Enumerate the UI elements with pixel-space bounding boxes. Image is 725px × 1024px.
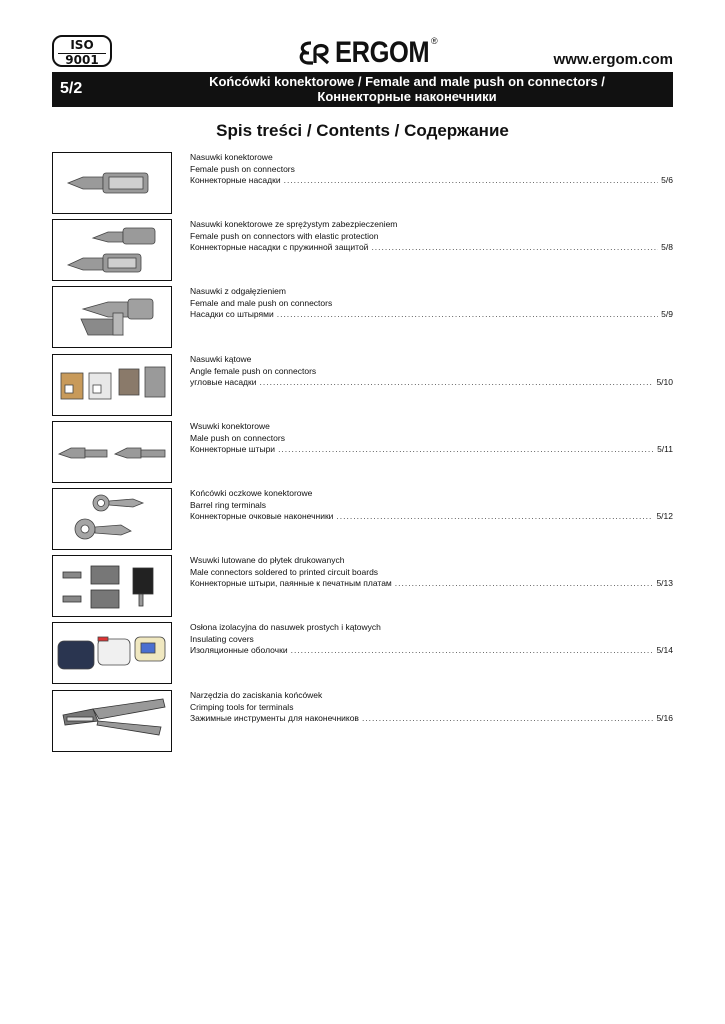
toc-entry[interactable] — [52, 421, 673, 483]
toc-entry-english: Angle female push on connectors — [190, 365, 317, 376]
toc-entry-polish: Narzędzia do zaciskania końcówek — [190, 690, 323, 700]
toc-entry-polish: Osłona izolacyjna do nasuwek prostych i kątowych — [190, 622, 381, 632]
dot-leader — [336, 511, 653, 523]
dot-leader — [291, 645, 654, 657]
iso-number: 9001 — [58, 53, 106, 67]
toc-entry-russian: Коннекторные штыри — [190, 444, 276, 454]
toc-entry-page[interactable]: 5/11 — [657, 444, 673, 454]
toc-entry-page[interactable]: 5/9 — [661, 309, 673, 319]
iso-label: ISO — [70, 38, 94, 52]
section-title-line-1: Końcówki konektorowe / Female and male push on connectors / — [209, 74, 605, 89]
toc-entry-english: Male push on connectors — [190, 432, 285, 443]
iso-9001-badge — [52, 35, 112, 67]
ring-terminal-icon — [52, 488, 172, 550]
toc-entry-polish: Końcówki oczkowe konektorowe — [190, 488, 313, 498]
toc-entry-polish: Nasuwki konektorowe ze sprężystym zabezpieczeniem — [190, 219, 398, 229]
pcb-connector-icon — [52, 555, 172, 617]
ergom-logo-icon — [297, 40, 331, 66]
toc-entry[interactable] — [52, 622, 673, 684]
toc-entry-polish: Wsuwki konektorowe — [190, 421, 270, 431]
toc-entry-text — [190, 421, 673, 456]
female-connector-icon — [52, 152, 172, 214]
dot-leader — [371, 242, 658, 254]
toc-entry-polish: Nasuwki konektorowe — [190, 152, 273, 162]
toc-entry[interactable] — [52, 354, 673, 416]
toc-entry-russian: Насадки со штырями — [190, 309, 274, 319]
toc-entry-russian: угловые насадки — [190, 377, 257, 387]
toc-entry-page[interactable]: 5/12 — [656, 511, 673, 521]
toc-entry-polish: Nasuwki z odgałęzieniem — [190, 286, 286, 296]
toc-entry-text — [190, 488, 673, 523]
section-title-line-2: Коннекторные наконечники — [317, 88, 497, 104]
toc-entry-english: Male connectors soldered to printed circuit boards — [190, 566, 379, 577]
toc-entry-text — [190, 152, 673, 187]
registered-mark: ® — [431, 36, 438, 46]
toc-entry-russian-line — [190, 242, 673, 254]
toc-entry-russian-line — [190, 578, 673, 590]
toc-entry-russian: Зажимные инструменты для наконечников — [190, 713, 359, 723]
toc-entry[interactable] — [52, 555, 673, 617]
website-url[interactable]: www.ergom.com — [553, 51, 673, 68]
dot-leader — [278, 444, 654, 456]
insulating-cover-icon — [52, 622, 172, 684]
toc-entry[interactable] — [52, 286, 673, 348]
branch-connector-icon — [52, 286, 172, 348]
ergom-logo — [297, 36, 446, 70]
angle-connector-icon — [52, 354, 172, 416]
toc-entry-russian: Коннекторные штыри, паянные к печатным платам — [190, 578, 392, 588]
toc-entry-english: Barrel ring terminals — [190, 499, 267, 510]
toc-entry-english: Insulating covers — [190, 633, 254, 644]
toc-entry-russian-line — [190, 175, 673, 187]
toc-entry-russian: Коннекторные насадки с пружинной защитой — [190, 242, 369, 252]
toc-entry-russian: Изоляционные оболочки — [190, 645, 288, 655]
toc-entry-text — [190, 622, 673, 657]
dot-leader — [260, 377, 654, 389]
toc-entry-english: Crimping tools for terminals — [190, 701, 294, 712]
toc-entry-english: Female and male push on connectors — [190, 297, 333, 308]
toc-entry-russian: Коннекторные насадки — [190, 175, 281, 185]
toc-entry[interactable] — [52, 152, 673, 214]
toc-entry-page[interactable]: 5/13 — [656, 578, 673, 588]
toc-entry-page[interactable]: 5/6 — [661, 175, 673, 185]
toc-entry[interactable] — [52, 488, 673, 550]
toc-entry-text — [190, 354, 673, 389]
section-title — [142, 75, 672, 104]
toc-entry-polish: Wsuwki lutowane do płytek drukowanych — [190, 555, 345, 565]
section-header-bar — [52, 72, 673, 107]
toc-entry-text — [190, 555, 673, 590]
toc-entry-text — [190, 286, 673, 321]
toc-entry-russian: Коннекторные очковые наконечники — [190, 511, 334, 521]
toc-entry[interactable] — [52, 690, 673, 752]
crimping-tool-icon — [52, 690, 172, 752]
toc-entry-russian-line — [190, 309, 673, 321]
toc-entry-english: Female push on connectors with elastic protection — [190, 230, 379, 241]
toc-entry-page[interactable]: 5/16 — [656, 713, 673, 723]
toc-entry[interactable] — [52, 219, 673, 281]
dot-leader — [277, 309, 658, 321]
page-number: 5/2 — [60, 80, 83, 97]
dot-leader — [284, 175, 659, 187]
brand-name: ERGOM — [335, 36, 430, 69]
toc-entry-page[interactable]: 5/8 — [661, 242, 673, 252]
toc-entry-russian-line — [190, 713, 673, 725]
toc-entry-page[interactable]: 5/10 — [656, 377, 673, 387]
toc-entry-russian-line — [190, 511, 673, 523]
toc-entry-polish: Nasuwki kątowe — [190, 354, 252, 364]
toc-entry-page[interactable]: 5/14 — [656, 645, 673, 655]
toc-entry-russian-line — [190, 444, 673, 456]
toc-entry-text — [190, 219, 673, 254]
toc-entry-russian-line — [190, 377, 673, 389]
male-connector-icon — [52, 421, 172, 483]
toc-entry-text — [190, 690, 673, 725]
dot-leader — [395, 578, 654, 590]
dot-leader — [362, 713, 654, 725]
toc-entry-english: Female push on connectors — [190, 163, 295, 174]
toc-entry-russian-line — [190, 645, 673, 657]
female-connector-elastic-icon — [52, 219, 172, 281]
toc-title: Spis treści / Contents / Содержание — [216, 121, 509, 140]
